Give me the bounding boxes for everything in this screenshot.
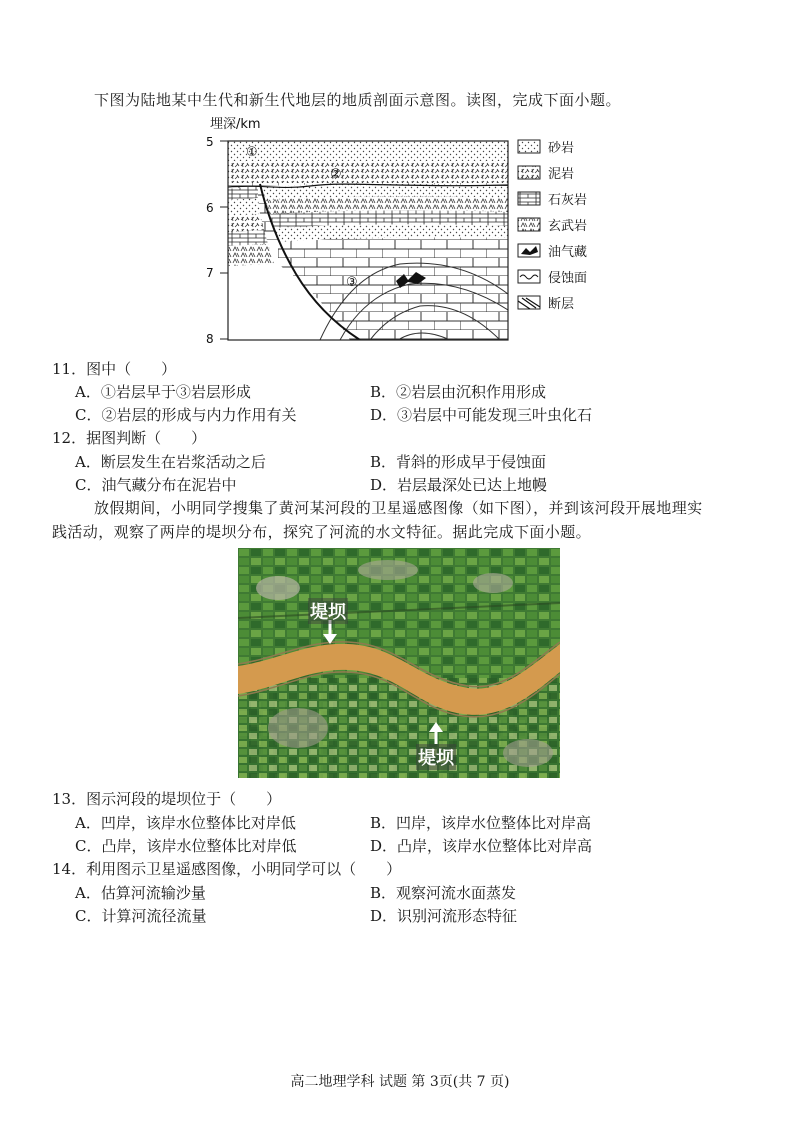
page-footer: 高二地理学科 试题 第 3页(共 7 页) xyxy=(290,1074,510,1090)
legend-mudstone: 泥岩 xyxy=(548,167,575,182)
q14-option-b: B．观察河流水面蒸发 xyxy=(370,884,517,902)
q11-option-a: A．①岩层早于③岩层形成 xyxy=(75,383,251,401)
q14-option-d: D．识别河流形态特征 xyxy=(370,907,518,925)
q13-option-b: B．凹岸，该岸水位整体比对岸高 xyxy=(370,814,592,832)
layer-sandstone-1 xyxy=(228,141,508,161)
q12-option-c: C．油气藏分布在泥岩中 xyxy=(75,476,237,494)
dam-label-top: 堤坝 xyxy=(308,598,348,624)
q14-option-c: C．计算河流径流量 xyxy=(75,907,207,925)
satellite-map xyxy=(238,548,560,778)
legend-erosion-surface: 侵蚀面 xyxy=(548,271,588,286)
depth-axis-title: 埋深/km xyxy=(210,117,261,132)
tick-8: 8 xyxy=(206,332,214,346)
intro-text: 下图为陆地某中生代和新生代地层的地质剖面示意图。读图，完成下面小题。 xyxy=(94,91,622,109)
geologic-section-figure xyxy=(200,114,600,350)
q11-option-b: B．②岩层由沉积作用形成 xyxy=(370,383,547,401)
legend xyxy=(518,140,587,312)
layer-label-1: ① xyxy=(246,145,258,160)
q12-option-b: B．背斜的形成早于侵蚀面 xyxy=(370,453,547,471)
q11-option-c: C．②岩层的形成与内力作用有关 xyxy=(75,406,297,424)
legend-oil-gas: 油气藏 xyxy=(548,245,588,260)
q13-option-d: D．凸岸，该岸水位整体比对岸高 xyxy=(370,837,593,855)
q13-option-a: A．凹岸，该岸水位整体比对岸低 xyxy=(75,814,296,832)
q14-option-a: A．估算河流输沙量 xyxy=(75,884,206,902)
layer-label-2: ② xyxy=(330,167,342,182)
q11-option-d: D．③岩层中可能发现三叶虫化石 xyxy=(370,406,593,424)
layer-anticline-3 xyxy=(278,238,508,341)
question-14-stem: 14．利用图示卫星遥感图像，小明同学可以（ ） xyxy=(52,860,402,878)
q13-option-c: C．凸岸，该岸水位整体比对岸低 xyxy=(75,837,297,855)
passage-2-line-1: 放假期间，小明同学搜集了黄河某河段的卫星遥感图像（如下图），并到该河段开展地理实 xyxy=(94,499,703,517)
tick-5: 5 xyxy=(206,135,214,149)
dam-label-bottom: 堤坝 xyxy=(416,744,456,770)
question-13-stem: 13．图示河段的堤坝位于（ ） xyxy=(52,790,282,808)
legend-limestone: 石灰岩 xyxy=(548,193,588,208)
satellite-image xyxy=(238,548,560,778)
question-12-stem: 12．据图判断（ ） xyxy=(52,429,207,447)
tick-6: 6 xyxy=(206,201,214,215)
question-11-stem: 11．图中（ ） xyxy=(52,360,177,378)
q12-option-a: A．断层发生在岩浆活动之后 xyxy=(75,453,266,471)
legend-fault: 断层 xyxy=(548,297,575,312)
layer-label-3: ③ xyxy=(346,275,358,290)
passage-2-line-2: 践活动，观察了两岸的堤坝分布，探究了河流的水文特征。据此完成下面小题。 xyxy=(52,523,592,541)
legend-basalt: 玄武岩 xyxy=(548,219,588,234)
legend-sandstone: 砂岩 xyxy=(548,141,575,156)
layer-mudstone-2 xyxy=(228,161,508,183)
q12-option-d: D．岩层最深处已达上地幔 xyxy=(370,476,548,494)
tick-7: 7 xyxy=(206,266,214,280)
